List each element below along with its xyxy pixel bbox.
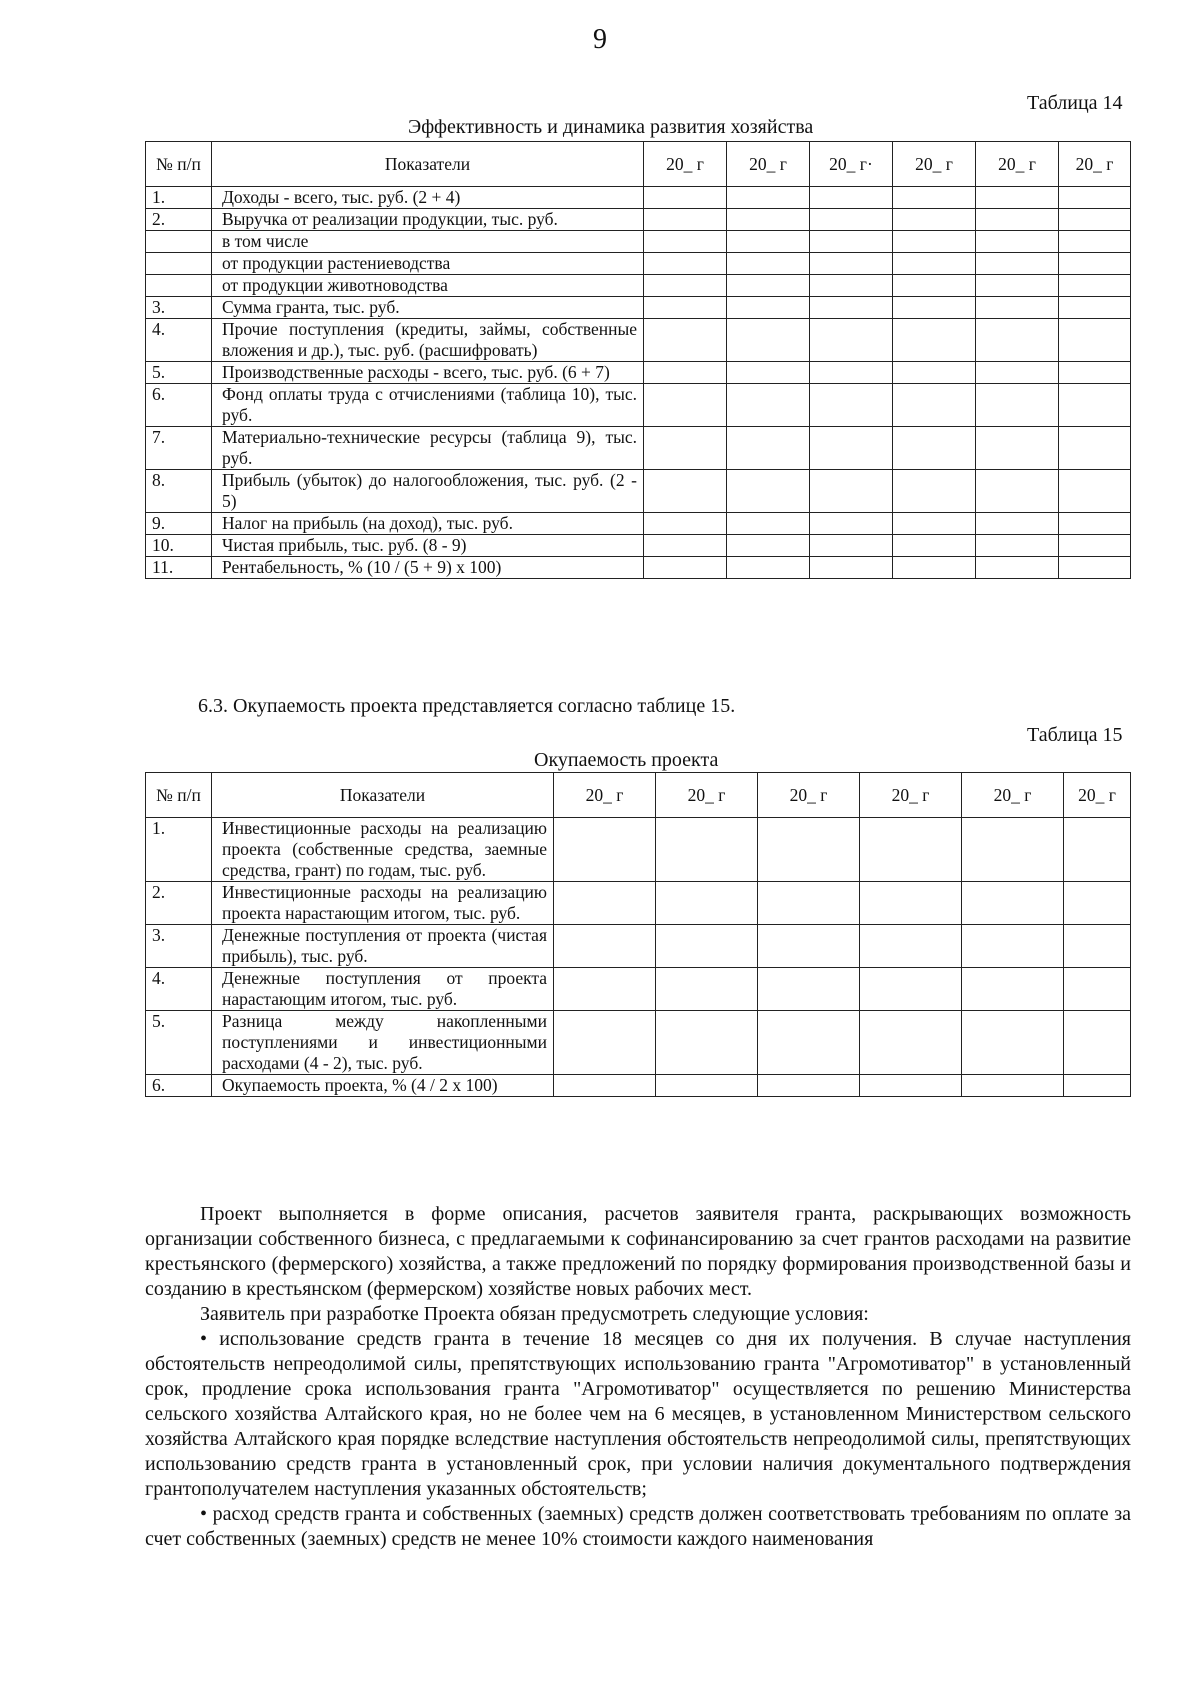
table-row [146,427,1131,470]
value-cell [860,882,962,925]
value-cell [727,253,810,275]
header-year: 20_ г [554,773,656,818]
row-indicator: Фонд оплаты труда с отчислениями (таблица 10), тыс. руб. [212,384,644,427]
paragraph-bullet: • расход средств гранта и собственных (заемных) средств должен соответствовать требованиям по оплате за счет собственных (заемных) средств не менее 10% стоимости каждого наименования [145,1503,1131,1550]
value-cell [1059,209,1131,231]
value-cell [976,362,1059,384]
value-cell [810,362,893,384]
value-cell [656,1011,758,1075]
row-number: 9. [146,513,212,535]
row-number: 1. [146,818,212,882]
row-number: 5. [146,1011,212,1075]
value-cell [1064,1075,1131,1097]
table-14-header [146,142,1131,187]
value-cell [976,319,1059,362]
row-indicator: Денежные поступления от проекта (чистая прибыль), тыс. руб. [212,925,554,968]
row-indicator: Окупаемость проекта, % (4 / 2 х 100) [212,1075,554,1097]
value-cell [810,470,893,513]
value-cell [893,231,976,253]
value-cell [810,297,893,319]
table-14 [145,141,1131,579]
value-cell [810,209,893,231]
value-cell [644,297,727,319]
table-15-title: Окупаемость проекта [534,749,719,771]
value-cell [1059,362,1131,384]
value-cell [554,925,656,968]
value-cell [976,470,1059,513]
value-cell [727,513,810,535]
body-text [145,1202,1131,1552]
value-cell [1059,513,1131,535]
value-cell [976,427,1059,470]
value-cell [893,209,976,231]
value-cell [962,1011,1064,1075]
value-cell [893,513,976,535]
row-number: 6. [146,1075,212,1097]
header-year: 20_ г [656,773,758,818]
value-cell [727,231,810,253]
value-cell [810,253,893,275]
table-row [146,1075,1131,1097]
row-indicator: Прибыль (убыток) до налогообложения, тыс. руб. (2 - 5) [212,470,644,513]
table-row [146,557,1131,579]
table-15 [145,772,1131,1097]
row-number: 3. [146,925,212,968]
value-cell [810,557,893,579]
value-cell [1059,253,1131,275]
value-cell [976,275,1059,297]
value-cell [727,535,810,557]
value-cell [727,384,810,427]
table-row [146,882,1131,925]
table-row [146,319,1131,362]
value-cell [727,297,810,319]
table-14-title: Эффективность и динамика развития хозяйства [408,116,814,138]
value-cell [656,925,758,968]
value-cell [727,362,810,384]
header-year: 20_ г [1059,142,1131,187]
header-indicators: Показатели [212,142,644,187]
row-indicator: Налог на прибыль (на доход), тыс. руб. [212,513,644,535]
value-cell [1059,275,1131,297]
row-indicator: в том числе [212,231,644,253]
value-cell [860,818,962,882]
value-cell [1059,384,1131,427]
value-cell [810,513,893,535]
row-indicator: Чистая прибыль, тыс. руб. (8 - 9) [212,535,644,557]
row-number: 7. [146,427,212,470]
value-cell [893,297,976,319]
value-cell [976,209,1059,231]
table-row [146,513,1131,535]
value-cell [554,818,656,882]
value-cell [810,427,893,470]
row-number: 1. [146,187,212,209]
value-cell [656,818,758,882]
table-row [146,231,1131,253]
value-cell [1064,968,1131,1011]
value-cell [554,1011,656,1075]
row-number: 2. [146,209,212,231]
header-num: № п/п [146,142,212,187]
row-indicator: Разница между накопленными поступлениями и инвестиционными расходами (4 - 2), тыс. руб. [212,1011,554,1075]
value-cell [727,187,810,209]
header-year: 20_ г [976,142,1059,187]
table-row [146,535,1131,557]
value-cell [644,427,727,470]
table-15-caption: Таблица 15 [1027,724,1123,746]
row-indicator: Производственные расходы - всего, тыс. руб. (6 + 7) [212,362,644,384]
row-number [146,231,212,253]
value-cell [1059,319,1131,362]
row-indicator: от продукции растениеводства [212,253,644,275]
row-number: 5. [146,362,212,384]
row-number [146,275,212,297]
table-row [146,925,1131,968]
table-15-header [146,773,1131,818]
value-cell [976,535,1059,557]
value-cell [860,1075,962,1097]
value-cell [976,231,1059,253]
value-cell [962,1075,1064,1097]
value-cell [758,818,860,882]
row-number: 8. [146,470,212,513]
value-cell [860,968,962,1011]
value-cell [893,470,976,513]
header-num: № п/п [146,773,212,818]
value-cell [976,297,1059,319]
value-cell [976,253,1059,275]
value-cell [644,231,727,253]
page-number: 9 [593,24,607,55]
value-cell [727,275,810,297]
row-indicator: Денежные поступления от проекта нарастающим итогом, тыс. руб. [212,968,554,1011]
value-cell [1059,187,1131,209]
value-cell [758,1011,860,1075]
value-cell [554,882,656,925]
value-cell [727,427,810,470]
table-row [146,297,1131,319]
value-cell [656,1075,758,1097]
value-cell [1059,297,1131,319]
value-cell [727,557,810,579]
value-cell [976,187,1059,209]
value-cell [644,187,727,209]
value-cell [758,925,860,968]
row-indicator: Прочие поступления (кредиты, займы, собственные вложения и др.), тыс. руб. (расшифровать) [212,319,644,362]
table-row [146,187,1131,209]
value-cell [810,384,893,427]
header-year: 20_ г [727,142,810,187]
value-cell [810,535,893,557]
value-cell [810,319,893,362]
value-cell [1064,818,1131,882]
row-indicator: Доходы - всего, тыс. руб. (2 + 4) [212,187,644,209]
value-cell [644,535,727,557]
row-number: 10. [146,535,212,557]
value-cell [962,882,1064,925]
value-cell [644,384,727,427]
value-cell [644,513,727,535]
row-indicator: Сумма гранта, тыс. руб. [212,297,644,319]
value-cell [1059,535,1131,557]
row-indicator: Инвестиционные расходы на реализацию проекта (собственные средства, заемные средства, грант) по годам, тыс. руб. [212,818,554,882]
value-cell [644,253,727,275]
header-year: 20_ г [644,142,727,187]
value-cell [554,1075,656,1097]
row-indicator: Рентабельность, % (10 / (5 + 9) х 100) [212,557,644,579]
value-cell [810,187,893,209]
table-row [146,1011,1131,1075]
value-cell [1059,557,1131,579]
value-cell [893,362,976,384]
header-year: 20_ г [893,142,976,187]
table-row [146,275,1131,297]
row-number: 2. [146,882,212,925]
value-cell [893,557,976,579]
value-cell [976,513,1059,535]
value-cell [644,470,727,513]
value-cell [1064,1011,1131,1075]
value-cell [758,1075,860,1097]
value-cell [1064,882,1131,925]
header-year: 20_ г [758,773,860,818]
value-cell [727,470,810,513]
value-cell [644,362,727,384]
row-number: 11. [146,557,212,579]
value-cell [1059,470,1131,513]
row-indicator: Выручка от реализации продукции, тыс. руб. [212,209,644,231]
header-year: 20_ г [1064,773,1131,818]
value-cell [1059,231,1131,253]
table-row [146,362,1131,384]
value-cell [893,187,976,209]
header-year: 20_ г [860,773,962,818]
row-indicator: от продукции животноводства [212,275,644,297]
value-cell [893,427,976,470]
value-cell [893,253,976,275]
header-indicators: Показатели [212,773,554,818]
value-cell [644,275,727,297]
paragraph-bullet: • использование средств гранта в течение 18 месяцев со дня их получения. В случае наступления обстоятельств непреодолимой силы, препятствующих использованию гранта "Агромотиватор" в установленный срок, продление срока использования гранта "Агромотиватор" осуществляется по решению Министерства сельского хозяйства Алтайского края, но не более чем на 6 месяцев, в установленном Министерством сельского хозяйства Алтайского края порядке вследствие наступления обстоятельств непреодолимой силы, препятствующих использованию средств гранта в установленный срок, при условии наличия документального подтверждения грантополучателем наступления указанных обстоятельств; [145,1328,1131,1500]
value-cell [644,557,727,579]
value-cell [656,968,758,1011]
table-row [146,253,1131,275]
row-number: 4. [146,319,212,362]
value-cell [860,925,962,968]
table-row [146,968,1131,1011]
value-cell [644,209,727,231]
paragraph: Проект выполняется в форме описания, расчетов заявителя гранта, раскрывающих возможность организации собственного бизнеса, с предлагаемыми к софинансированию за счет грантов расходами на развитие крестьянского (фермерского) хозяйства, а также предложений по порядку формирования производственной базы и созданию в крестьянском (фермерском) хозяйстве новых рабочих мест. [145,1203,1131,1300]
value-cell [758,968,860,1011]
table-row [146,209,1131,231]
value-cell [644,319,727,362]
row-indicator: Материально-технические ресурсы (таблица 9), тыс. руб. [212,427,644,470]
table-14-caption: Таблица 14 [1027,92,1123,114]
value-cell [727,209,810,231]
header-year: 20_ г· [810,142,893,187]
paragraph: Заявитель при разработке Проекта обязан предусмотреть следующие условия: [200,1303,869,1325]
value-cell [976,557,1059,579]
row-number [146,253,212,275]
value-cell [810,231,893,253]
value-cell [758,882,860,925]
value-cell [893,384,976,427]
row-indicator: Инвестиционные расходы на реализацию проекта нарастающим итогом, тыс. руб. [212,882,554,925]
value-cell [893,275,976,297]
value-cell [810,275,893,297]
value-cell [554,968,656,1011]
value-cell [860,1011,962,1075]
value-cell [893,535,976,557]
value-cell [727,319,810,362]
table-row [146,470,1131,513]
value-cell [976,384,1059,427]
header-year: 20_ г [962,773,1064,818]
value-cell [656,882,758,925]
value-cell [1059,427,1131,470]
table-row [146,818,1131,882]
row-number: 6. [146,384,212,427]
value-cell [962,968,1064,1011]
row-number: 3. [146,297,212,319]
value-cell [893,319,976,362]
section-6-3: 6.3. Окупаемость проекта представляется согласно таблице 15. [198,695,736,717]
row-number: 4. [146,968,212,1011]
value-cell [962,925,1064,968]
value-cell [962,818,1064,882]
table-row [146,384,1131,427]
value-cell [1064,925,1131,968]
